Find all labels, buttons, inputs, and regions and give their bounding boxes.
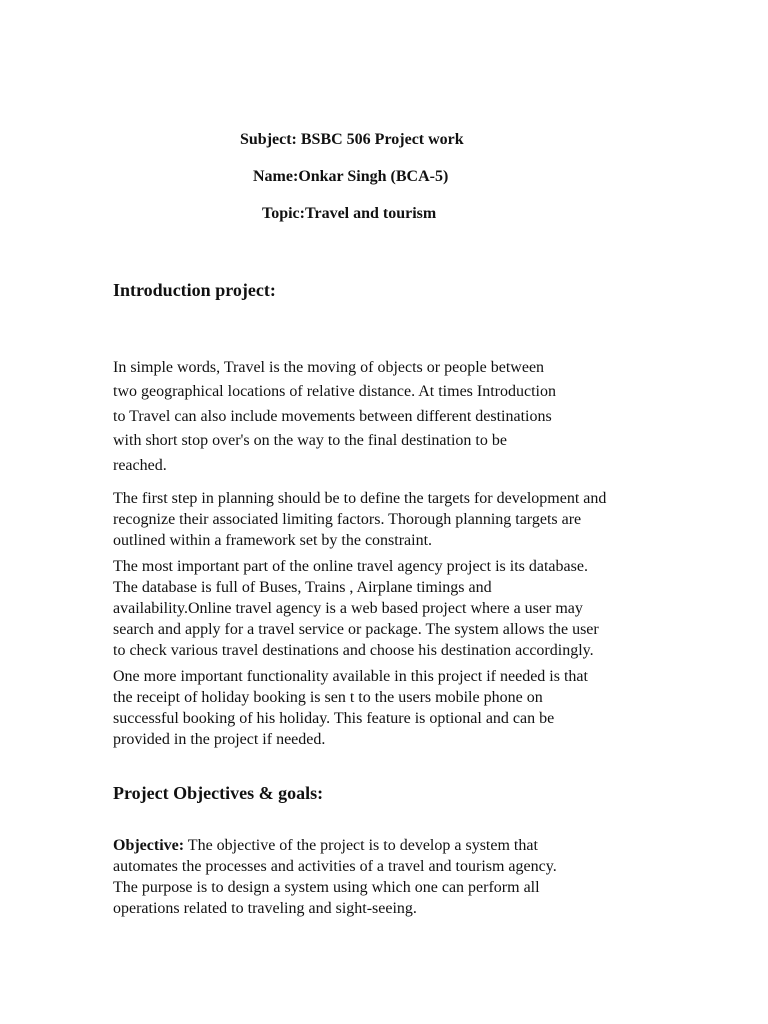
text-line: successful booking of his holiday. This feature is optional and can be: [113, 710, 555, 727]
intro-paragraph-1: [113, 356, 613, 478]
text-line: search and apply for a travel service or package. The system allows the user: [113, 621, 599, 638]
text-line: the receipt of holiday booking is sen t to the users mobile phone on: [113, 689, 543, 706]
text-line: recognize their associated limiting factors. Thorough planning targets are: [113, 511, 582, 528]
text-line: provided in the project if needed.: [113, 731, 326, 748]
text-line: to Travel can also include movements between different destinations: [113, 407, 552, 425]
text-line: with short stop over's on the way to the final destination to be: [113, 432, 507, 450]
text-line: operations related to traveling and sight-seeing.: [113, 900, 417, 917]
intro-paragraph-3: [113, 556, 599, 661]
objective-paragraph: [113, 835, 557, 919]
text-line: automates the processes and activities of a travel and tourism agency.: [113, 858, 557, 875]
text-line: The purpose is to design a system using which one can perform all: [113, 879, 540, 896]
objective-text: The objective of the project is to develop a system that: [184, 837, 538, 854]
text-line: The database is full of Buses, Trains , Airplane timings and: [113, 579, 492, 596]
objective-label: Objective:: [113, 837, 185, 854]
subject-line: Subject: BSBC 506 Project work: [240, 131, 464, 148]
text-line: two geographical locations of relative distance. At times Introduction: [113, 383, 556, 401]
intro-paragraph-4: [113, 666, 588, 750]
text-line: [113, 835, 557, 856]
objectives-heading: Project Objectives & goals:: [113, 783, 324, 803]
text-line: outlined within a framework set by the constraint.: [113, 532, 433, 549]
text-line: In simple words, Travel is the moving of objects or people between: [113, 359, 545, 376]
text-line: The most important part of the online travel agency project is its database.: [113, 558, 588, 575]
text-line: to check various travel destinations and choose his destination accordingly.: [113, 642, 594, 659]
text-line: The first step in planning should be to define the targets for development and: [113, 490, 607, 507]
text-line: reached.: [113, 456, 167, 474]
topic-line: Topic:Travel and tourism: [262, 205, 437, 222]
intro-paragraph-2: [113, 488, 606, 551]
introduction-heading: Introduction project:: [113, 280, 276, 300]
text-line: availability.Online travel agency is a web based project where a user may: [113, 600, 583, 617]
name-line: Name:Onkar Singh (BCA-5): [253, 168, 449, 185]
text-line: One more important functionality available in this project if needed is that: [113, 668, 588, 685]
